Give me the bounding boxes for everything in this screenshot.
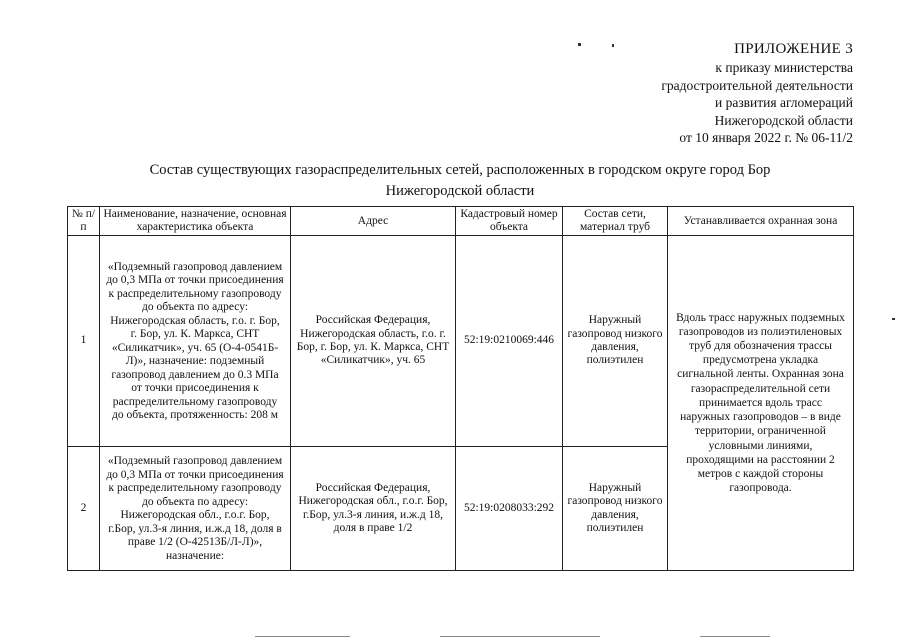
scan-dot	[892, 318, 895, 320]
appendix-line: Нижегородской области	[714, 112, 853, 128]
table-header-row	[68, 207, 854, 236]
scan-dot	[578, 43, 581, 46]
row-cadastral: 52:19:0208033:292	[456, 447, 563, 571]
table-row	[68, 236, 854, 447]
title-line-2: Нижегородской области	[385, 183, 535, 199]
row-object-text: «Подземный газопровод давлением до 0,3 МПа от точки присоединения к распределительному газопроводу до объекта по адресу: Нижегородская обл., г.о.г. Бор, г.Бор, ул.3-я линия, и.ж.д 18, доля в праве 1/2 (О-42513Б/Л-Л)», назначение:	[106, 455, 284, 562]
scan-edge-line	[440, 636, 600, 637]
appendix-date-line: от 10 января 2022 г. № 06-11/2	[679, 130, 853, 145]
scan-dot	[612, 44, 614, 47]
row-network: Наружный газопровод низкого давления, полиэтилен	[563, 236, 668, 447]
gas-networks-table	[67, 206, 854, 571]
header-network: Состав сети, материал труб	[563, 207, 668, 236]
scan-edge-line	[700, 636, 770, 637]
row-address: Российская Федерация, Нижегородская область, г.о. г. Бор, г. Бор, ул. К. Маркса, СНТ «Силикатчик», уч. 65	[291, 236, 456, 447]
row-network: Наружный газопровод низкого давления, полиэтилен	[563, 447, 668, 571]
scan-edge-line	[255, 636, 350, 637]
appendix-line: градостроительной деятельности	[661, 77, 853, 93]
row-cadastral: 52:19:0210069:446	[456, 236, 563, 447]
row-object	[100, 447, 291, 571]
header-address: Адрес	[291, 207, 456, 236]
title-line-1: Состав существующих газораспределительных сетей, расположенных в городском округе город Бор	[149, 162, 771, 178]
appendix-heading: ПРИЛОЖЕНИЕ 3	[734, 41, 853, 57]
row-address: Российская Федерация, Нижегородская обл., г.о.г. Бор, г.Бор, ул.3-я линия, и.ж.д 18, доля в праве 1/2	[291, 447, 456, 571]
appendix-block	[661, 40, 853, 147]
row-number: 1	[68, 236, 100, 447]
protection-zone-cell: Вдоль трасс наружных подземных газопроводов из полиэтиленовых труб для обозначения трассы предусмотрена укладка сигнальной ленты. Охранная зона газораспределительной сети принимается вдоль трасс наружных газопроводов – в виде территории, ограниченной условными линиями, проходящими на расстоянии 2 метров с каждой стороны газопровода.	[668, 236, 854, 571]
header-cadastral: Кадастровый номер объекта	[456, 207, 563, 236]
appendix-line: и развития агломераций	[714, 95, 853, 110]
row-object: «Подземный газопровод давлением до 0,3 МПа от точки присоединения к распределительному газопроводу до объекта по адресу: Нижегородская область, г.о. г. Бор, г. Бор, ул. К. Маркса, СНТ «Силикатчик», уч. 65 (О-4-0541Б-Л)», назначение: подземный газопровод давлением до 0.3 МПа от точки присоединения к распределительному газопроводу до объекта, протяженность: 208 м	[100, 236, 291, 447]
appendix-line: к приказу министерства	[715, 60, 853, 75]
header-number: № п/п	[68, 207, 100, 236]
row-number: 2	[68, 447, 100, 571]
document-title	[100, 160, 820, 202]
header-object: Наименование, назначение, основная характеристика объекта	[100, 207, 291, 236]
header-zone: Устанавливается охранная зона	[668, 207, 854, 236]
